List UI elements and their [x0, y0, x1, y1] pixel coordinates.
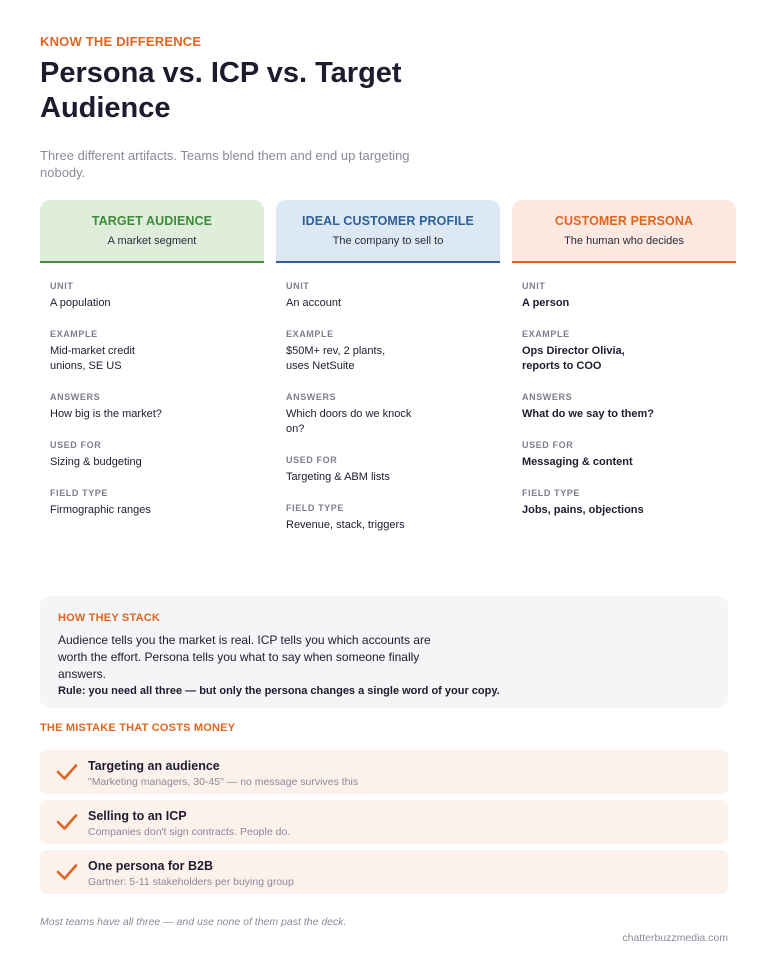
column-header	[276, 200, 500, 263]
field-value: A person	[522, 297, 570, 309]
field-used-for	[50, 440, 254, 470]
field-label: USED FOR	[522, 440, 574, 450]
footnote: Most teams have all three — and use none of them past the deck.	[40, 916, 347, 928]
field-label: ANSWERS	[286, 392, 337, 402]
page-title: Persona vs. ICP vs. Target Audience	[40, 57, 402, 124]
column-header	[40, 200, 264, 263]
field-label: FIELD TYPE	[522, 488, 581, 498]
field-value: How big is the market?	[50, 408, 162, 420]
column-target-audience	[40, 200, 264, 536]
check-icon	[56, 811, 78, 833]
list-item	[40, 800, 728, 844]
field-unit	[286, 281, 490, 311]
field-field-type	[522, 488, 726, 518]
stack-body: Audience tells you the market is real. ICP tells you which accounts are worth the effort. Persona tells you what to say when someone finally answers.	[58, 633, 431, 681]
column-heading: IDEAL CUSTOMER PROFILE	[302, 214, 474, 228]
field-value: Ops Director Olivia, reports to COO	[522, 345, 625, 372]
column-customer-persona	[512, 200, 736, 536]
field-label: UNIT	[50, 281, 74, 291]
field-unit	[50, 281, 254, 311]
mistake-title: Selling to an ICP	[88, 809, 187, 823]
check-icon	[56, 861, 78, 883]
field-value: What do we say to them?	[522, 408, 655, 420]
mistake-desc: Gartner: 5-11 stakeholders per buying group	[88, 876, 294, 888]
column-tagline: The company to sell to	[332, 235, 444, 247]
list-item	[40, 750, 728, 794]
field-answers	[50, 392, 254, 422]
field-value: $50M+ rev, 2 plants, uses NetSuite	[286, 345, 386, 372]
field-label: EXAMPLE	[50, 329, 98, 339]
field-field-type	[50, 488, 254, 518]
field-value: Which doors do we knock on?	[286, 408, 412, 435]
column-tagline: A market segment	[107, 235, 197, 247]
field-answers	[286, 392, 490, 437]
mistake-desc: "Marketing managers, 30-45" — no message survives this	[88, 776, 359, 788]
column-tagline: The human who decides	[564, 235, 684, 247]
field-used-for	[286, 455, 490, 485]
column-header	[512, 200, 736, 263]
stack-rule: Rule: you need all three — but only the persona changes a single word of your copy.	[58, 685, 500, 697]
field-example	[522, 329, 726, 374]
mistake-desc: Companies don't sign contracts. People do.	[88, 826, 291, 838]
mistake-list	[40, 750, 728, 900]
how-they-stack-panel	[40, 596, 728, 708]
column-ideal-customer-profile	[276, 200, 500, 551]
field-label: UNIT	[522, 281, 546, 291]
field-example	[50, 329, 254, 374]
field-value: Sizing & budgeting	[50, 456, 142, 468]
mistake-title: One persona for B2B	[88, 859, 214, 873]
field-value: Messaging & content	[522, 456, 633, 468]
field-label: FIELD TYPE	[286, 503, 345, 513]
list-item	[40, 850, 728, 894]
column-heading: TARGET AUDIENCE	[91, 214, 213, 228]
field-value: Jobs, pains, objections	[522, 504, 644, 516]
field-answers	[522, 392, 726, 422]
field-label: EXAMPLE	[286, 329, 334, 339]
section-label: HOW THEY STACK	[58, 612, 161, 624]
field-label: USED FOR	[50, 440, 102, 450]
field-label: ANSWERS	[522, 392, 573, 402]
brand-link[interactable]: chatterbuzzmedia.com	[622, 932, 728, 944]
section-label: THE MISTAKE THAT COSTS MONEY	[40, 722, 236, 734]
field-label: EXAMPLE	[522, 329, 570, 339]
field-label: UNIT	[286, 281, 310, 291]
field-value: Revenue, stack, triggers	[286, 519, 405, 531]
field-value: Targeting & ABM lists	[286, 471, 390, 483]
eyebrow: KNOW THE DIFFERENCE	[40, 34, 202, 49]
field-label: USED FOR	[286, 455, 338, 465]
field-label: ANSWERS	[50, 392, 101, 402]
field-used-for	[522, 440, 726, 470]
field-unit	[522, 281, 726, 311]
field-label: FIELD TYPE	[50, 488, 109, 498]
field-field-type	[286, 503, 490, 533]
mistake-title: Targeting an audience	[88, 759, 220, 773]
field-value: An account	[286, 297, 342, 309]
page-subtitle: Three different artifacts. Teams blend them and end up targeting nobody.	[40, 148, 410, 180]
field-example	[286, 329, 490, 374]
check-icon	[56, 761, 78, 783]
column-heading: CUSTOMER PERSONA	[554, 214, 694, 228]
field-value: Mid-market credit unions, SE US	[50, 345, 135, 372]
field-value: Firmographic ranges	[50, 504, 151, 516]
field-value: A population	[50, 297, 111, 309]
